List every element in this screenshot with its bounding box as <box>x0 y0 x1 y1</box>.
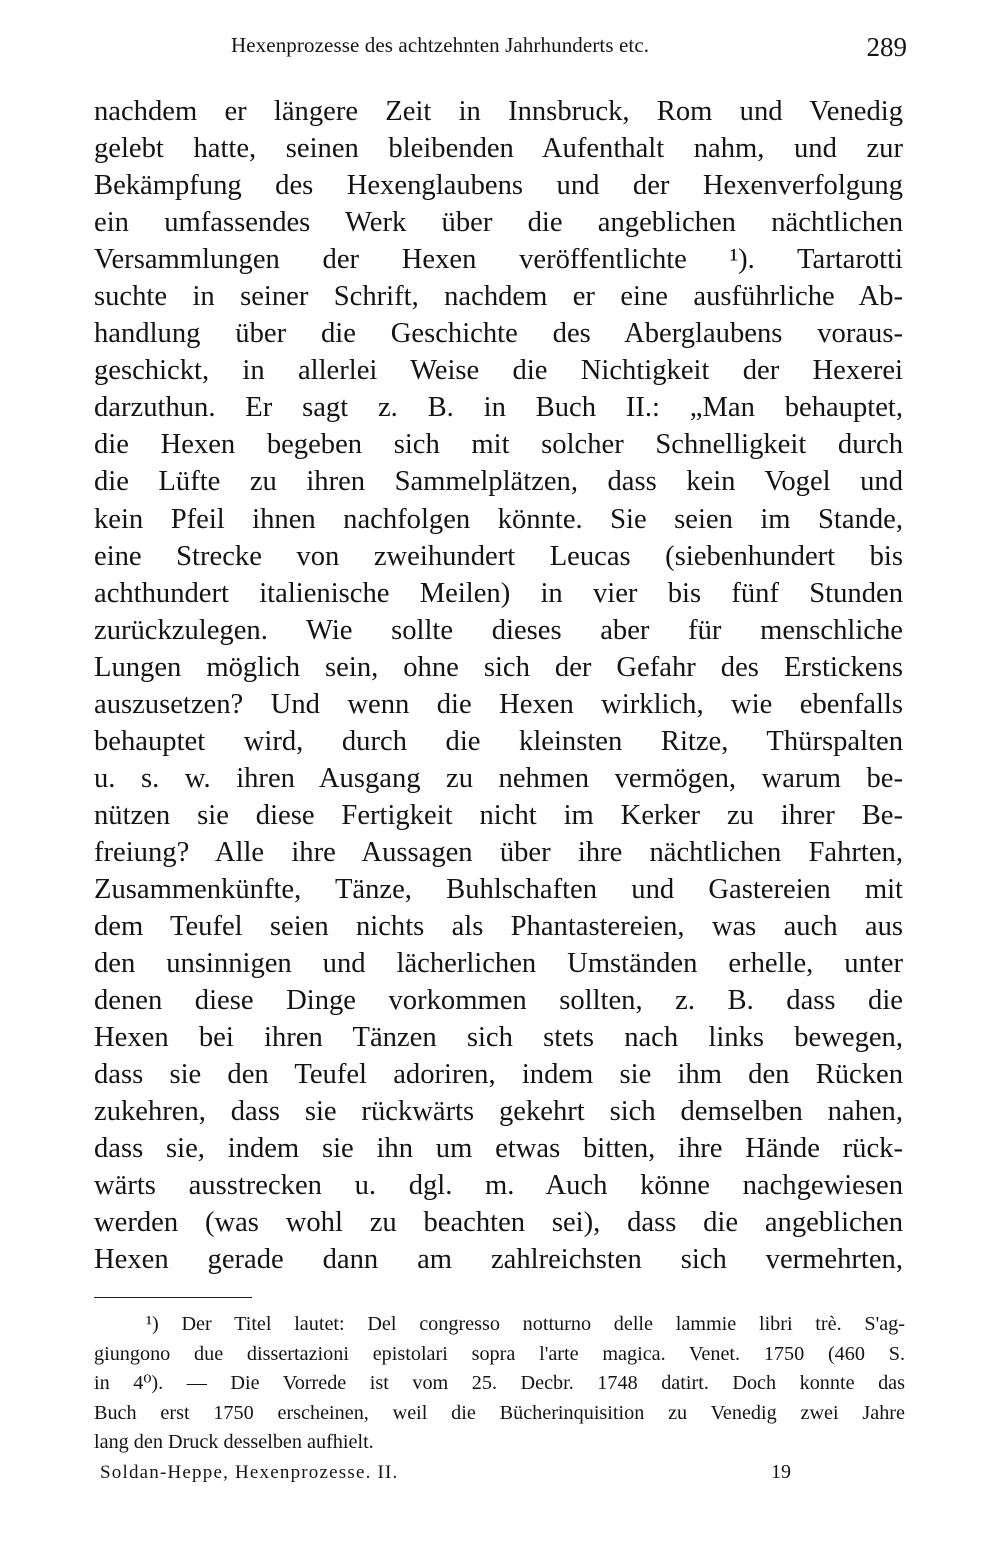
text-line: suchte in seiner Schrift, nachdem er eine ausführliche Ab- <box>94 281 903 313</box>
text-line: werden (was wohl zu beachten sei), dass die angeblichen <box>94 1207 903 1239</box>
footnote-line: Buch erst 1750 erscheinen, weil die Bücherinquisition zu Venedig zwei Jahre <box>94 1401 905 1424</box>
body-text <box>94 93 903 1279</box>
text-line: Zusammenkünfte, Tänze, Buhlschaften und Gastereien mit <box>94 873 903 905</box>
text-line: nützen sie diese Fertigkeit nicht im Kerker zu ihrer Be- <box>94 799 903 831</box>
footnote-line: giungono due dissertazioni epistolari sopra l'arte magica. Venet. 1750 (460 S. <box>94 1342 905 1365</box>
footnote-line: lang den Druck desselben aufhielt. <box>94 1431 374 1454</box>
footnote-line: ¹) Der Titel lautet: Del congresso notturno delle lammie libri trè. S'ag- <box>146 1313 905 1335</box>
text-line: freiung? Alle ihre Aussagen über ihre nächtlichen Fahrten, <box>94 836 903 868</box>
page-number: 289 <box>866 32 907 62</box>
text-line: auszusetzen? Und wenn die Hexen wirklich, wie ebenfalls <box>94 688 903 720</box>
footnote-divider <box>94 1297 252 1298</box>
text-line: dass sie den Teufel adoriren, indem sie ihm den Rücken <box>94 1059 903 1091</box>
text-line: Bekämpfung des Hexenglaubens und der Hexenverfolgung <box>94 170 903 202</box>
text-line: geschickt, in allerlei Weise die Nichtigkeit der Hexerei <box>94 355 903 387</box>
text-line: gelebt hatte, seinen bleibenden Aufenthalt nahm, und zur <box>94 133 903 165</box>
text-line: darzuthun. Er sagt z. B. in Buch II.: „Man behauptet, <box>94 392 903 424</box>
text-line: ein umfassendes Werk über die angeblichen nächtlichen <box>94 207 903 239</box>
text-line: dem Teufel seien nichts als Phantastereien, was auch aus <box>94 911 903 943</box>
running-title: Hexenprozesse des achtzehnten Jahrhunderts etc. <box>231 33 650 57</box>
text-line: achthundert italienische Meilen) in vier bis fünf Stunden <box>94 577 903 609</box>
text-line: behauptet wird, durch die kleinsten Ritze, Thürspalten <box>94 725 903 757</box>
text-line: die Lüfte zu ihren Sammelplätzen, dass kein Vogel und <box>94 466 903 498</box>
text-line: eine Strecke von zweihundert Leucas (siebenhundert bis <box>94 540 903 572</box>
text-line: u. s. w. ihren Ausgang zu nehmen vermögen, warum be- <box>94 762 903 794</box>
text-line: zukehren, dass sie rückwärts gekehrt sich demselben nahen, <box>94 1096 903 1128</box>
sheet-number: 19 <box>771 1461 791 1483</box>
text-line: dass sie, indem sie ihn um etwas bitten, ihre Hände rück- <box>94 1133 903 1165</box>
text-line: denen diese Dinge vorkommen sollten, z. B. dass die <box>94 985 903 1017</box>
text-line: Hexen bei ihren Tänzen sich stets nach links bewegen, <box>94 1022 903 1054</box>
footnote <box>94 1310 905 1458</box>
text-line: Hexen gerade dann am zahlreichsten sich vermehrten, <box>94 1244 903 1276</box>
text-line: wärts ausstrecken u. dgl. m. Auch könne nachgewiesen <box>94 1170 903 1202</box>
footnote-line: in 4⁰). — Die Vorrede ist vom 25. Decbr. 1748 datirt. Doch konnte das <box>94 1372 905 1395</box>
text-line: handlung über die Geschichte des Aberglaubens voraus- <box>94 318 903 350</box>
text-line: den unsinnigen und lächerlichen Umständen erhelle, unter <box>94 948 903 980</box>
text-line: Versammlungen der Hexen veröffentlichte ¹). Tartarotti <box>94 244 903 276</box>
text-line: kein Pfeil ihnen nachfolgen könnte. Sie seien im Stande, <box>94 503 903 535</box>
printer-signature: Soldan-Heppe, Hexenprozesse. II. <box>100 1462 399 1483</box>
text-line: Lungen möglich sein, ohne sich der Gefahr des Erstickens <box>94 651 903 683</box>
text-line: die Hexen begeben sich mit solcher Schnelligkeit durch <box>94 429 903 461</box>
text-line: nachdem er längere Zeit in Innsbruck, Rom und Venedig <box>94 96 903 127</box>
text-line: zurückzulegen. Wie sollte dieses aber für menschliche <box>94 614 903 646</box>
